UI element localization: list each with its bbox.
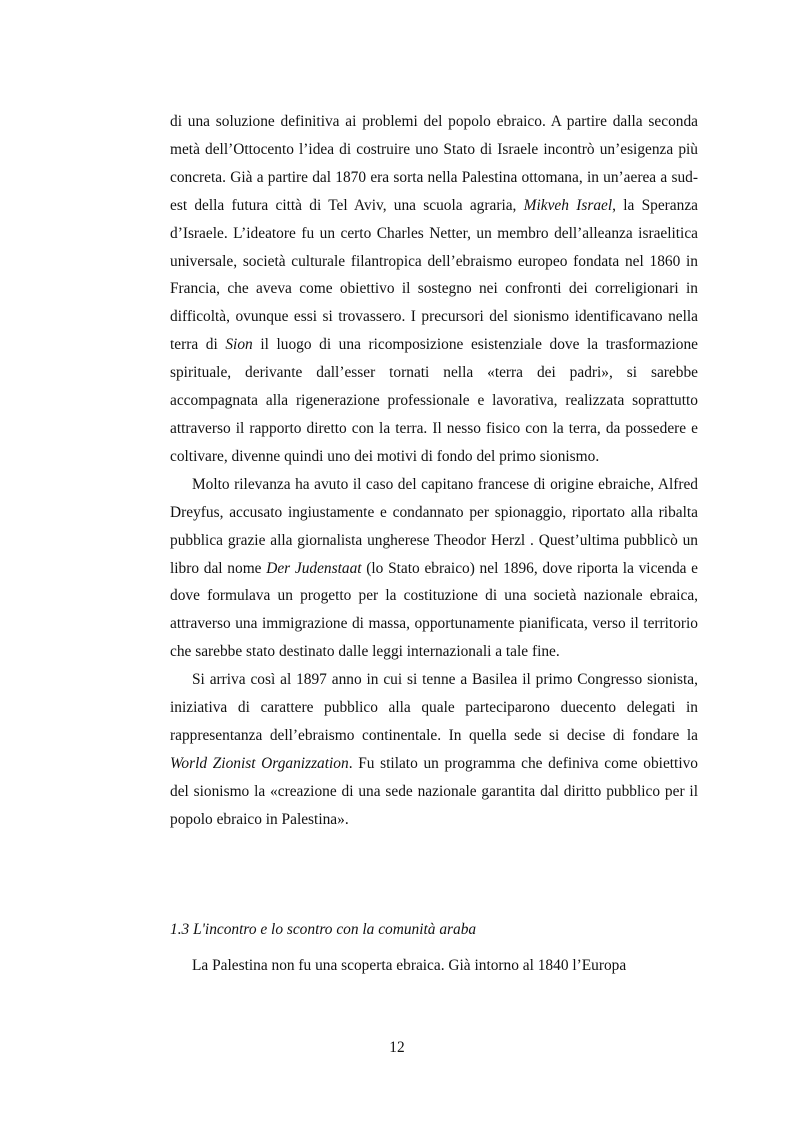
italic-term-world-zionist-organization: World Zionist Organizzation [170,754,349,772]
italic-term-sion: Sion [225,336,253,354]
text-run: . Fu stilato un programma che definiva come obiettivo del sionismo la «creazione di una sede nazionale garantita dal diritto pubblico per il popolo ebraico in Palestina». [170,754,698,828]
page-number: 12 [389,1039,405,1056]
text-run: di una soluzione definitiva ai problemi del popolo ebraico. A partire dalla seconda metà dell’Ottocento l’idea di costruire uno Stato di Israele incontrò un’esigenza più concreta. Già a partire dal 1870 era sorta nella Palestina ottomana, in un’aerea a sud-est della futura città di Tel Aviv, una scuola agraria, [170,113,698,214]
italic-term-der-judenstaat: Der Judenstaat [266,559,362,577]
section-paragraph: La Palestina non fu una scoperta ebraica. Già intorno al 1840 l’Europa [192,956,627,974]
paragraph-3 [170,666,698,833]
paragraph-2 [170,471,698,666]
section-heading: 1.3 L'incontro e lo scontro con la comunità araba [170,920,477,938]
text-run: Si arriva così al 1897 anno in cui si tenne a Basilea il primo Congresso sionista, iniziativa di carattere pubblico alla quale parteciparono duecento delegati in rappresentanza dell’ebraismo continentale. In quella sede si decise di fondare la [170,671,698,744]
paragraph-1 [170,108,698,471]
text-run: , la Speranza d’Israele. L’ideatore fu un certo Charles Netter, un membro dell’alleanza israelitica universale, società culturale filantropica dell’ebraismo europeo fondata nel 1860 in Francia, che aveva come obiettivo il sostegno nei confronti dei correligionari in difficoltà, ovunque essi si trovassero. I precursori del sionismo identificavano nella terra di [170,196,698,354]
text-run: (lo Stato ebraico) nel 1896, dove riporta la vicenda e dove formulava un progetto per la costituzione di una società nazionale ebraica, attraverso una immigrazione di massa, opportunamente pianificata, verso il territorio che sarebbe stato destinato dalle leggi internazionali a tale fine. [170,559,699,661]
document-body [170,108,698,979]
italic-term-mikveh-israel: Mikveh Israel [523,196,613,214]
text-run: il luogo di una ricomposizione esistenziale dove la trasformazione spirituale, derivante dall’esser tornati nella «terra dei padri», si sarebbe accompagnata alla rigenerazione professionale e lavorativa, realizzata soprattutto attraverso il rapporto diretto con la terra. Il nesso fisico con la terra, da possedere e coltivare, divenne quindi uno dei motivi di fondo del primo sionismo. [170,336,699,465]
text-run: Molto rilevanza ha avuto il caso del capitano francese di origine ebraiche, Alfred Dreyfus, accusato ingiustamente e condannato per spionaggio, riportato alla ribalta pubblica grazie alla giornalista ungherese Theodor Herzl . Quest’ultima pubblicò un libro dal nome [170,475,698,577]
